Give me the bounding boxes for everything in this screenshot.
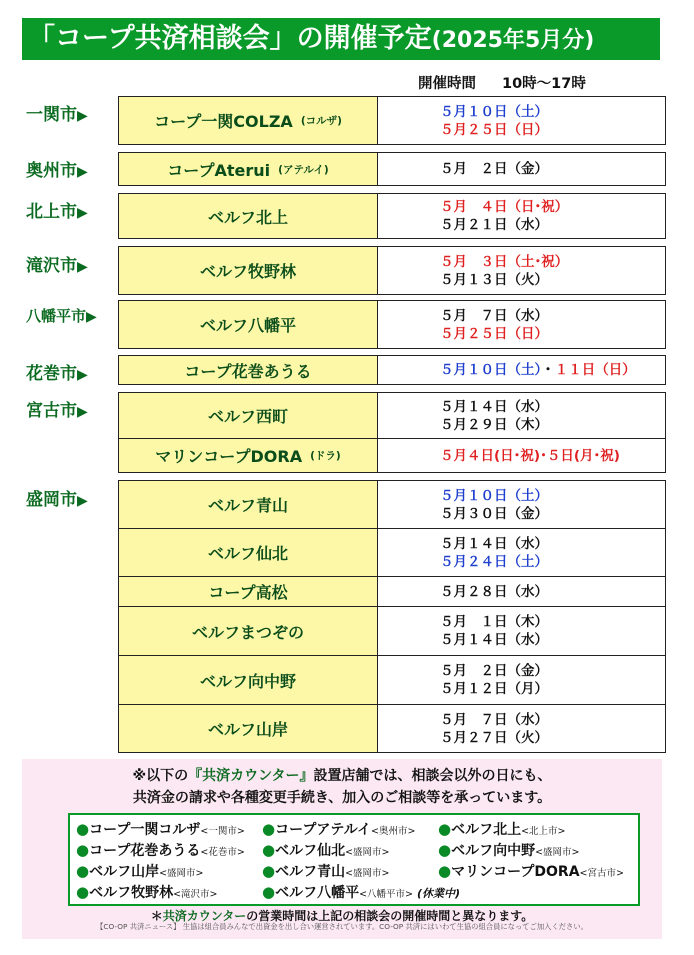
store-name: コープAterui (アテルイ) (119, 153, 378, 185)
schedule-row (118, 655, 666, 705)
counter-store: ●マリンコープDORA<宮古市> (438, 862, 624, 880)
store-name: ベルフ北上 (119, 194, 378, 238)
date-list (378, 247, 665, 294)
hours-value: 10時～17時 (502, 76, 586, 92)
schedule-row (118, 480, 666, 529)
counter-info-box (22, 759, 662, 939)
schedule-row (118, 438, 666, 473)
counter-store: ●ベルフ仙北<盛岡市> (262, 841, 390, 859)
city-kitakami: 北上市▶ (26, 202, 88, 222)
schedule-row (118, 392, 666, 439)
schedule-row (118, 96, 666, 145)
counter-store: ●ベルフ青山<盛岡市> (262, 862, 390, 880)
schedule-date: ５月 ３日（土･祝） (440, 253, 569, 270)
schedule-date: ５月１０日（土） (440, 103, 548, 120)
counter-store: ●ベルフ牧野林<滝沢市> (76, 883, 218, 901)
counter-store: ●ベルフ北上<北上市> (438, 820, 566, 838)
date-list (378, 356, 665, 384)
date-list (378, 393, 665, 438)
date-list (378, 705, 665, 752)
schedule-row (118, 606, 666, 656)
schedule-row (118, 528, 666, 577)
city-oshu: 奥州市▶ (26, 161, 88, 181)
date-list (378, 481, 665, 528)
schedule-date: ５月 １日（木） (440, 614, 548, 630)
date-list (378, 301, 665, 348)
store-name: コープ高松 (119, 577, 378, 606)
store-name: ベルフ八幡平 (119, 301, 378, 348)
footer-note: ＊共済カウンターの営業時間は上記の相談会の開催時間と異なります。 (150, 909, 534, 923)
schedule-row (118, 152, 666, 186)
schedule-date: ５月２９日（木） (440, 416, 548, 433)
title-main: 「コープ共済相談会」の開催予定 (28, 23, 432, 54)
schedule-date: ５月１４日（水） (440, 632, 548, 648)
note-line-1: ※以下の『共済カウンター』設置店舗では、相談会以外の日にも、 (132, 768, 552, 784)
schedule-date: ５月 ７日（水） (440, 307, 548, 324)
schedule-row (118, 300, 666, 349)
store-name: ベルフ青山 (119, 481, 378, 528)
page-title (22, 18, 660, 60)
store-name: ベルフ牧野林 (119, 247, 378, 294)
schedule-date: ５月 ７日（水） (440, 711, 548, 728)
date-list (378, 194, 665, 238)
date-list (378, 97, 665, 144)
schedule-date: ５月２１日（水） (440, 217, 548, 233)
schedule-date: ５月１４日（水） (440, 535, 548, 552)
store-name: ベルフ仙北 (119, 529, 378, 576)
schedule-date: ５月 ２日（金） (440, 663, 548, 679)
schedule-date: ５月１３日（火） (440, 271, 548, 288)
store-name: ベルフ西町 (119, 393, 378, 438)
store-name: マリンコープDORA (ドラ) (119, 439, 378, 472)
counter-store: ●ベルフ向中野<盛岡市> (438, 841, 580, 859)
store-name: コープ一関COLZA (コルザ) (119, 97, 378, 144)
city-hanamaki: 花巻市▶ (26, 364, 88, 384)
city-miyako: 宮古市▶ (26, 401, 88, 421)
counter-store: ●コープ一関コルザ<一関市> (76, 820, 245, 838)
schedule-date: ５月１４日（水） (440, 398, 548, 415)
hours-label: 開催時間 (418, 76, 476, 92)
store-name: コープ花巻あうる (119, 356, 378, 384)
schedule-date: ５月２４日（土） (440, 553, 548, 570)
store-name: ベルフまつぞの (119, 607, 378, 655)
date-list (378, 607, 665, 655)
schedule-date: ５月２８日（水） (440, 583, 548, 600)
schedule-date: ５月 ４日（日･祝） (440, 199, 569, 215)
footer-disclaimer: 【CO-OP 共済ニュース】 生協は組合員みんなで出資金を出し合い運営されています。CO-OP 共済にはいわて生協の組合員になってご加入ください。 (96, 922, 588, 931)
counter-store-list (68, 813, 640, 906)
schedule-date: ５月２５日（日） (440, 325, 548, 342)
city-ichinoseki: 一関市▶ (26, 105, 88, 125)
schedule-row (118, 704, 666, 753)
schedule-date: ５月４日(日･祝)･５日(月･祝) (440, 447, 620, 464)
counter-store: ●コープ花巻あうる<花巻市> (76, 841, 245, 859)
hours (418, 72, 586, 93)
schedule-date: ５月２５日（日） (440, 121, 548, 138)
schedule-row (118, 246, 666, 295)
schedule-row (118, 355, 666, 385)
store-name: ベルフ向中野 (119, 656, 378, 704)
city-hachimantai: 八幡平市▶ (26, 307, 97, 325)
schedule-date: ５月２７日（火） (440, 729, 548, 746)
schedule-date: ５月１０日（土） (440, 487, 548, 504)
schedule-row (118, 193, 666, 239)
date-list (378, 577, 665, 606)
counter-store: ●ベルフ八幡平<八幡平市> (休業中) (262, 883, 461, 901)
schedule-date: ５月 ２日（金） (440, 161, 548, 177)
schedule-row (118, 576, 666, 607)
store-name: ベルフ山岸 (119, 705, 378, 752)
counter-store: ●コープアテルイ<奥州市> (262, 820, 416, 838)
schedule-date: ５月１２日（月） (440, 681, 548, 697)
date-list (378, 656, 665, 704)
city-takizawa: 滝沢市▶ (26, 256, 88, 276)
title-period: (2025年5月分) (431, 28, 595, 53)
schedule-date: ５月１０日（土）・１１日（日） (440, 362, 636, 378)
date-list (378, 153, 665, 185)
date-list (378, 529, 665, 576)
city-morioka: 盛岡市▶ (26, 490, 88, 510)
schedule-date: ５月３０日（金） (440, 505, 548, 522)
note-line-2: 共済金の請求や各種変更手続き、加入のご相談等を承っています。 (132, 790, 552, 806)
date-list (378, 439, 665, 472)
counter-store: ●ベルフ山岸<盛岡市> (76, 862, 204, 880)
